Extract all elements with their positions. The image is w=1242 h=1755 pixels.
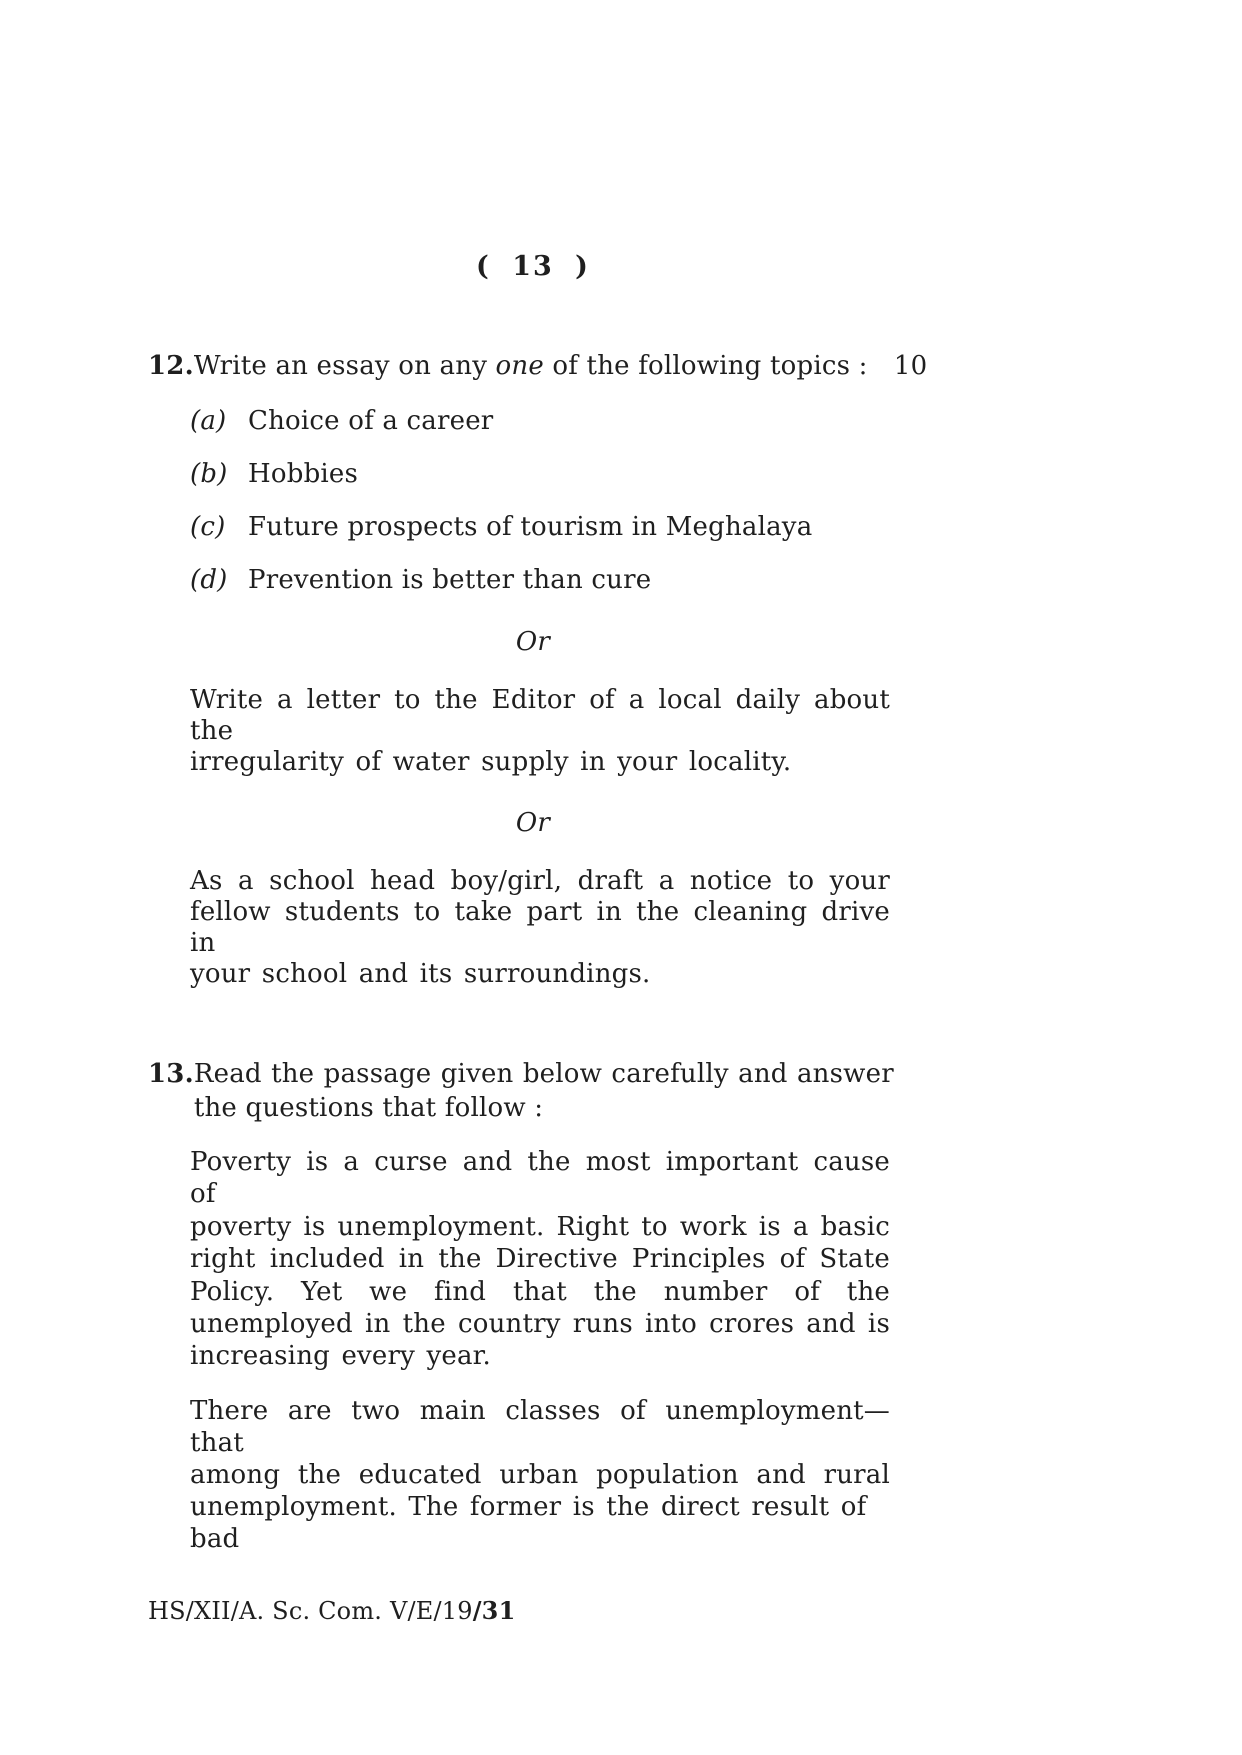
italic-emphasis: one <box>495 351 544 381</box>
question-13-block <box>148 1057 918 1125</box>
text-line: Policy. Yet we find that the number of the <box>190 1276 890 1307</box>
page-number: ( 13 ) <box>476 251 590 282</box>
question-12-number: 12. <box>148 351 194 381</box>
question-12-block <box>148 348 928 384</box>
page-content-column <box>148 0 928 1626</box>
option-item <box>190 455 918 493</box>
option-label: (d) <box>190 565 228 595</box>
option-label: (b) <box>190 459 228 489</box>
text-line: poverty is unemployment. Right to work is a basic <box>190 1211 890 1242</box>
text-line: unemployed in the country runs into crores and is <box>190 1309 890 1340</box>
option-item <box>190 561 918 599</box>
option-label: (c) <box>190 512 226 542</box>
text-line: increasing every year. <box>190 1341 491 1372</box>
option-text: Future prospects of tourism in Meghalaya <box>248 512 813 542</box>
question-12-marks: 10 <box>893 351 928 381</box>
text-line: your school and its surroundings. <box>190 959 651 989</box>
passage-paragraph-1 <box>190 1146 890 1373</box>
option-text: Prevention is better than cure <box>248 565 652 595</box>
letter-task-paragraph <box>190 685 890 778</box>
question-13-number: 13. <box>148 1059 194 1089</box>
text-line: As a school head boy/girl, draft a notice to your <box>190 866 890 896</box>
text-line: Read the passage given below carefully and answer <box>193 1059 894 1089</box>
paper-code-bold-suffix: /31 <box>472 1595 516 1625</box>
or-separator-2: Or <box>515 808 551 838</box>
or-separator-1: Or <box>515 627 551 657</box>
prompt-text-prefix: Write an essay on any <box>193 351 496 381</box>
essay-options-list <box>190 402 918 599</box>
text-line: fellow students to take part in the cleaning drive in <box>190 897 890 958</box>
question-13-prompt <box>194 1057 894 1125</box>
text-line: irregularity of water supply in your locality. <box>190 747 792 777</box>
paper-code-footer <box>148 1596 918 1626</box>
notice-task-paragraph <box>190 866 890 990</box>
text-line: right included in the Directive Principles of State <box>190 1244 890 1275</box>
paper-code: HS/XII/A. Sc. Com. V/E/19 <box>148 1596 473 1625</box>
text-line: Write a letter to the Editor of a local daily about the <box>190 685 890 746</box>
option-item <box>190 402 918 440</box>
text-line: the questions that follow : <box>193 1093 544 1123</box>
question-12-prompt <box>194 348 894 384</box>
text-line: unemployment. The former is the direct result of bad <box>190 1491 867 1554</box>
text-line: among the educated urban population and rural <box>190 1459 890 1490</box>
option-text: Hobbies <box>248 459 359 489</box>
prompt-text-suffix: of the following topics : <box>543 351 868 381</box>
option-item <box>190 508 918 546</box>
text-line: Poverty is a curse and the most important cause of <box>190 1147 890 1210</box>
passage-paragraph-2 <box>190 1395 890 1555</box>
option-label: (a) <box>190 406 227 436</box>
option-text: Choice of a career <box>248 406 494 436</box>
text-line: There are two main classes of unemployment—that <box>190 1395 890 1458</box>
